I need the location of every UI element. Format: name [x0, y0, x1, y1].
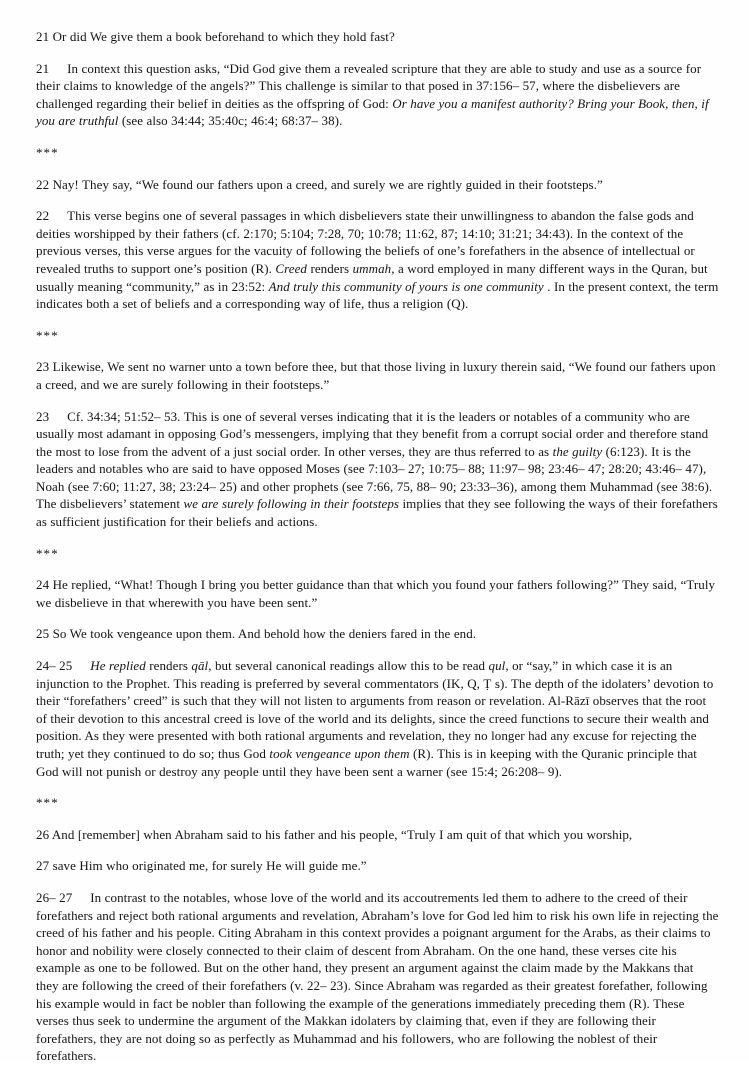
- section-divider: ***: [36, 144, 59, 160]
- text-run: a word employed in many different ways in the Quran, but usually meaning “community,” as in 23:52:: [36, 260, 708, 294]
- text-run: In context this question asks, “Did God give them a revealed scripture that they are able to study and use as a source for their claims to knowledge of the angels?” This challenge is similar to that posed in 37:156– 57, where the disbelievers are challenged regarding their belief in deities as the offspring of God:: [36, 60, 702, 111]
- text-run: (6:123). It is the leaders and notables who are said to have opposed Moses (see 7:103– 27; 10:75– 88; 11:97– 98; 23:46– 47; 28:20; 43:46– 47), Noah (see 7:60; 11:27, 38; 23:24– 25) and other prophets (see 7:66, 75, 88– 90; 23:33–36), among them Muhammad (see 38:6). The disbelievers’ statement: [36, 443, 713, 512]
- commentary-paragraph: [36, 60, 719, 130]
- verse-paragraph: 25 So We took vengeance upon them. And behold how the deniers fared in the end.: [36, 626, 477, 642]
- text-run: This verse begins one of several passages in which disbelievers state their unwillingness to abandon the false gods and deities worshipped by their fathers (cf. 2:170; 5:104; 7:28, 70; 10:78; 11:62, 87; 14:10; 31:21; 34:43). In the context of the previous verses, this verse argues for the vacuity of following the beliefs of one’s forefathers in the absence of intellectual or revealed truths to support one’s position (R).: [36, 208, 695, 276]
- italic-run: Creed: [275, 260, 307, 276]
- commentary-verse-number: 22: [36, 208, 50, 224]
- italic-run: He replied: [90, 658, 146, 674]
- commentary-verse-number: 26– 27: [36, 889, 73, 905]
- italic-run: we are surely following in their footsteps: [183, 496, 400, 512]
- verse-paragraph: 22 Nay! They say, “We found our fathers upon a creed, and surely we are rightly guided in their footsteps.”: [36, 176, 603, 192]
- section-divider: ***: [36, 327, 59, 343]
- text-run: renders: [145, 658, 192, 674]
- commentary-paragraph: [36, 408, 719, 531]
- italic-run: qāl,: [191, 658, 212, 674]
- italic-run: ummah,: [352, 260, 395, 276]
- section-divider: ***: [36, 795, 59, 811]
- commentary-paragraph: [36, 889, 719, 1065]
- verse-paragraph: 21 Or did We give them a book beforehand to which they hold fast?: [36, 29, 395, 44]
- commentary-verse-number: 21: [36, 60, 50, 76]
- text-run: (R). This is in keeping with the Quranic principle that God will not punish or destroy any people until they have been sent a warner (see 15:4; 26:208– 9).: [36, 746, 697, 779]
- italic-run: And truly this community of yours is one community: [268, 278, 544, 294]
- verse-paragraph: 23 Likewise, We sent no warner unto a town before thee, but that those living in luxury therein said, “We found our fathers upon a creed, and we are surely following in their footsteps.”: [36, 359, 716, 392]
- text-run: (see also 34:44; 35:40c; 46:4; 68:37– 38).: [118, 113, 343, 129]
- text-run: implies that they see following the ways of their forefathers as sufficient justification for their beliefs and actions.: [36, 496, 718, 530]
- section-divider: ***: [36, 545, 59, 561]
- text-run: Cf. 34:34; 51:52– 53. This is one of several verses indicating that it is the leaders or notables of a community who are usually most adamant in opposing God’s messengers, implying that they benefit from a corrupt social order and therefore stand the most to lose from the advent of a just social order. In other verses, they are thus referred to as: [36, 408, 709, 459]
- text-run: but several canonical readings allow this to be read: [211, 658, 489, 674]
- commentary-paragraph: [36, 207, 719, 313]
- text-run: renders: [307, 260, 353, 276]
- verse-paragraph: 27 save Him who originated me, for surely He will guide me.”: [36, 858, 367, 874]
- page-content: [36, 28, 719, 1065]
- verse-paragraph: 24 He replied, “What! Though I bring you better guidance than that which you found your fathers following?” They said, “Truly we disbelieve in that wherewith you have been sent.”: [36, 577, 716, 610]
- commentary-verse-number: 24– 25: [36, 658, 73, 674]
- commentary-verse-number: 23: [36, 408, 50, 424]
- italic-run: took vengeance upon them: [269, 746, 410, 761]
- italic-run: Or have you a manifest authority? Bring your Book, then, if you are truthful: [36, 95, 709, 129]
- text-run: . In the present context, the term indicates both a set of beliefs and a corresponding way of life, thus a religion (Q).: [36, 278, 719, 312]
- italic-run: the guilty: [552, 443, 603, 459]
- commentary-paragraph: [36, 657, 719, 780]
- text-run: or “say,” in which case it is an injunction to the Prophet. This reading is preferred by several commentators (IK, Q, Ṭ s). The depth of the idolaters’ devotion to their “forefathers’ creed” is such that they will not listen to arguments from reason or revelation. Al-Rāzī observes that the root of their devotion to this ancestral creed is love of the world and its delights, since the creed functions to secure their wealth and position. As they were presented with both rational arguments and revelation, they no longer had any excuse for rejecting the truth; yet they continued to do so; thus God: [36, 658, 714, 761]
- verse-paragraph: 26 And [remember] when Abraham said to his father and his people, “Truly I am quit of that which you worship,: [36, 826, 633, 842]
- italic-run: qul,: [488, 658, 509, 674]
- text-run: In contrast to the notables, whose love of the world and its accoutrements led them to adhere to the creed of their forefathers and reject both rational arguments and revelation, Abraham’s love for God led him to risk his own life in rejecting the creed of his father and his people. Citing Abraham in this context provides a poignant argument for the Arabs, as their claims to honor and nobility were closely connected to their claim of descent from Abraham. On the one hand, these verses cite his example as one to be followed. But on the other hand, they present an argument against the claim made by the Makkans that they are following the creed of their forefathers (v. 22– 23). Since Abraham was regarded as their greatest forefather, following his example would in fact be nobler than following the example of the generations immediately preceding them (R). These verses thus seek to undermine the argument of the Makkan idolaters by claiming that, even if they are following their forefathers, they are not doing so as perfectly as Muhammad and his followers, who are following the noblest of their forefathers.: [36, 889, 719, 1064]
